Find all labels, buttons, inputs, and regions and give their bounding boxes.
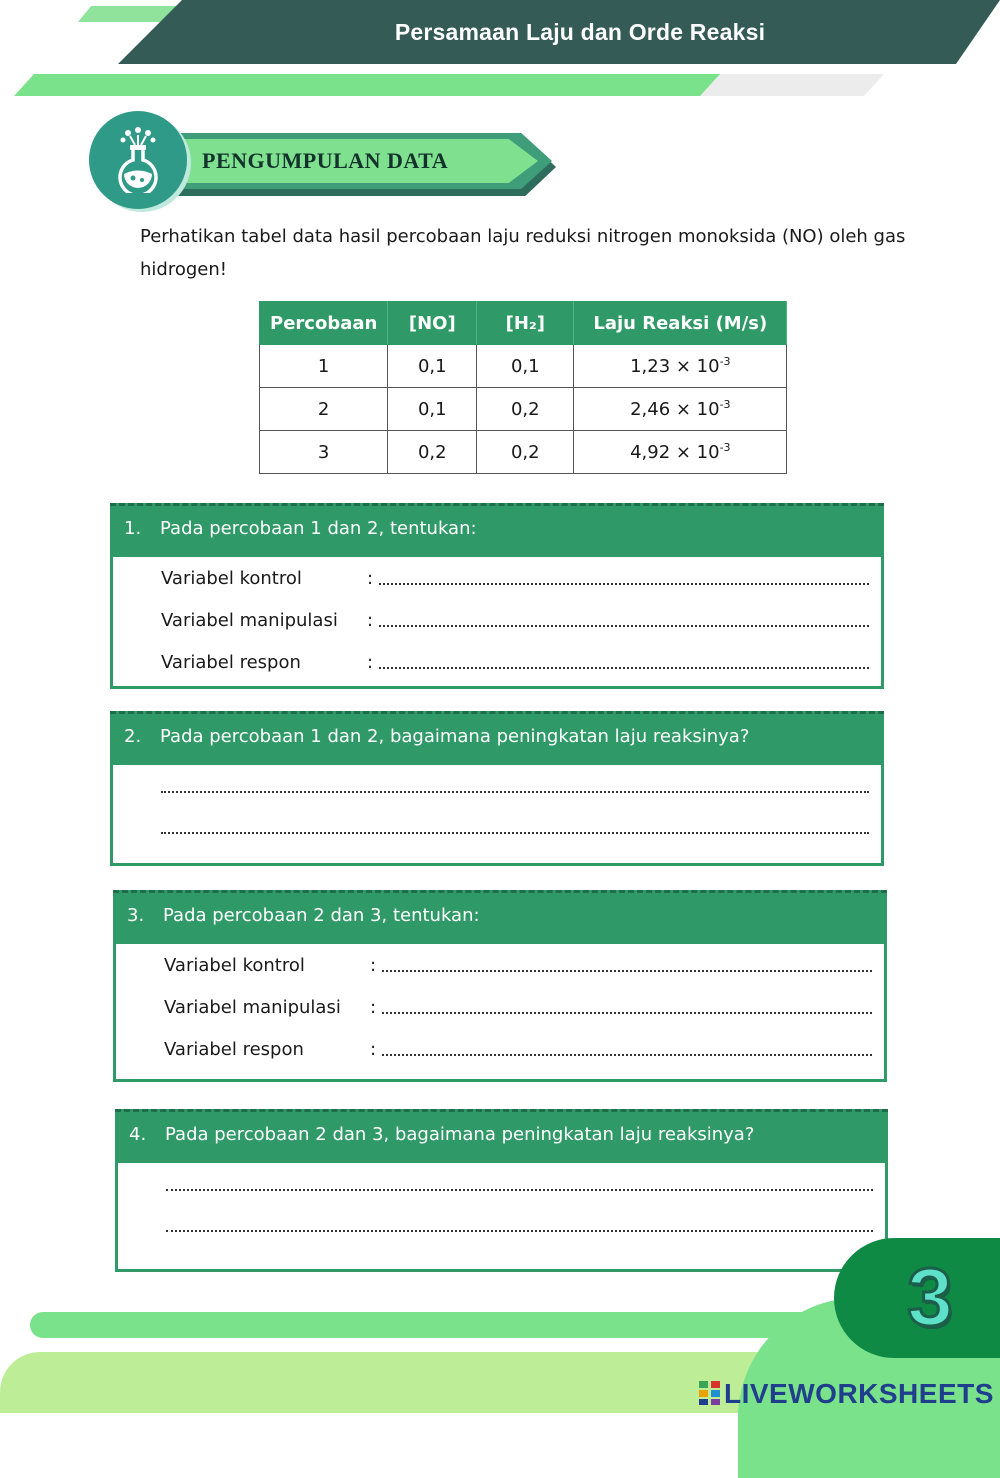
question-text: Pada percobaan 1 dan 2, tentukan:: [160, 518, 477, 539]
table-row: [260, 431, 787, 474]
answer-line[interactable]: [382, 1012, 872, 1014]
question-text: Pada percobaan 1 dan 2, bagaimana peningkatan laju reaksinya?: [160, 726, 750, 747]
question-3-box: [113, 890, 887, 1082]
col-no: [NO]: [388, 302, 477, 345]
answer-line[interactable]: [382, 1054, 872, 1056]
cell-h2: 0,2: [477, 431, 574, 474]
field-label: Variabel manipulasi: [161, 610, 338, 631]
question-text: Pada percobaan 2 dan 3, tentukan:: [163, 905, 480, 926]
liveworksheets-icon: [698, 1380, 722, 1406]
cell-percobaan: 2: [260, 388, 388, 431]
col-h2: [H₂]: [477, 302, 574, 345]
intro-text: Perhatikan tabel data hasil percobaan laju reduksi nitrogen monoksida (NO) oleh gas hidrogen!: [140, 226, 906, 280]
col-laju-reaksi: Laju Reaksi (M/s): [574, 302, 787, 345]
field-label: Variabel kontrol: [161, 568, 302, 589]
answer-field-respon[interactable]: [161, 648, 869, 678]
question-4-header: [115, 1109, 888, 1163]
liveworksheets-logo[interactable]: [698, 1377, 994, 1411]
answer-line[interactable]: [161, 832, 869, 834]
cell-h2: 0,1: [477, 345, 574, 388]
flask-icon: [111, 127, 165, 193]
footer-bar: [30, 1312, 830, 1338]
col-percobaan: Percobaan: [260, 302, 388, 345]
field-label: Variabel manipulasi: [164, 997, 341, 1018]
cell-no: 0,1: [388, 388, 477, 431]
answer-line[interactable]: [379, 667, 869, 669]
field-colon: :: [367, 568, 374, 589]
section-title: PENGUMPULAN DATA: [202, 148, 449, 173]
table-header-row: [260, 302, 787, 345]
answer-line[interactable]: [382, 970, 872, 972]
answer-field-manipulasi[interactable]: [164, 993, 872, 1023]
field-colon: :: [367, 652, 374, 673]
answer-line[interactable]: [166, 1230, 873, 1232]
answer-line[interactable]: [161, 791, 869, 793]
table-row: [260, 388, 787, 431]
answer-field-manipulasi[interactable]: [161, 606, 869, 636]
question-number: 2.: [124, 726, 142, 747]
question-3-header: [113, 890, 887, 944]
cell-percobaan: 1: [260, 345, 388, 388]
field-colon: :: [367, 610, 374, 631]
question-number: 4.: [129, 1124, 147, 1145]
section-badge: [89, 111, 187, 209]
question-number: 3.: [127, 905, 145, 926]
cell-rate: $1,23 \times 10^{-3}$: [574, 345, 787, 388]
header-green-stripe: [14, 74, 720, 96]
question-4-box: [115, 1109, 888, 1272]
question-1-header: [110, 503, 884, 557]
field-colon: :: [370, 997, 377, 1018]
answer-field-respon[interactable]: [164, 1035, 872, 1065]
field-colon: :: [370, 1039, 377, 1060]
cell-rate: $4,92 \times 10^{-3}$: [574, 431, 787, 474]
question-1-box: [110, 503, 884, 689]
page-title: Persamaan Laju dan Orde Reaksi: [394, 19, 766, 45]
field-label: Variabel respon: [164, 1039, 304, 1060]
answer-field-kontrol[interactable]: [161, 564, 869, 594]
cell-percobaan: 3: [260, 431, 388, 474]
cell-rate: $2,46 \times 10^{-3}$: [574, 388, 787, 431]
answer-line[interactable]: [379, 583, 869, 585]
field-colon: :: [370, 955, 377, 976]
brand-text: LIVEWORKSHEETS: [724, 1378, 994, 1409]
table-row: [260, 345, 787, 388]
question-2-box: [110, 711, 884, 866]
question-number: 1.: [124, 518, 142, 539]
field-label: Variabel kontrol: [164, 955, 305, 976]
question-2-header: [110, 711, 884, 765]
cell-h2: 0,2: [477, 388, 574, 431]
question-text: Pada percobaan 2 dan 3, bagaimana peningkatan laju reaksinya?: [165, 1124, 755, 1145]
answer-field-kontrol[interactable]: [164, 951, 872, 981]
field-label: Variabel respon: [161, 652, 301, 673]
cell-no: 0,2: [388, 431, 477, 474]
data-table: [259, 301, 787, 474]
page-number: 3: [907, 1252, 953, 1343]
answer-line[interactable]: [166, 1189, 873, 1191]
answer-line[interactable]: [379, 625, 869, 627]
cell-no: 0,1: [388, 345, 477, 388]
